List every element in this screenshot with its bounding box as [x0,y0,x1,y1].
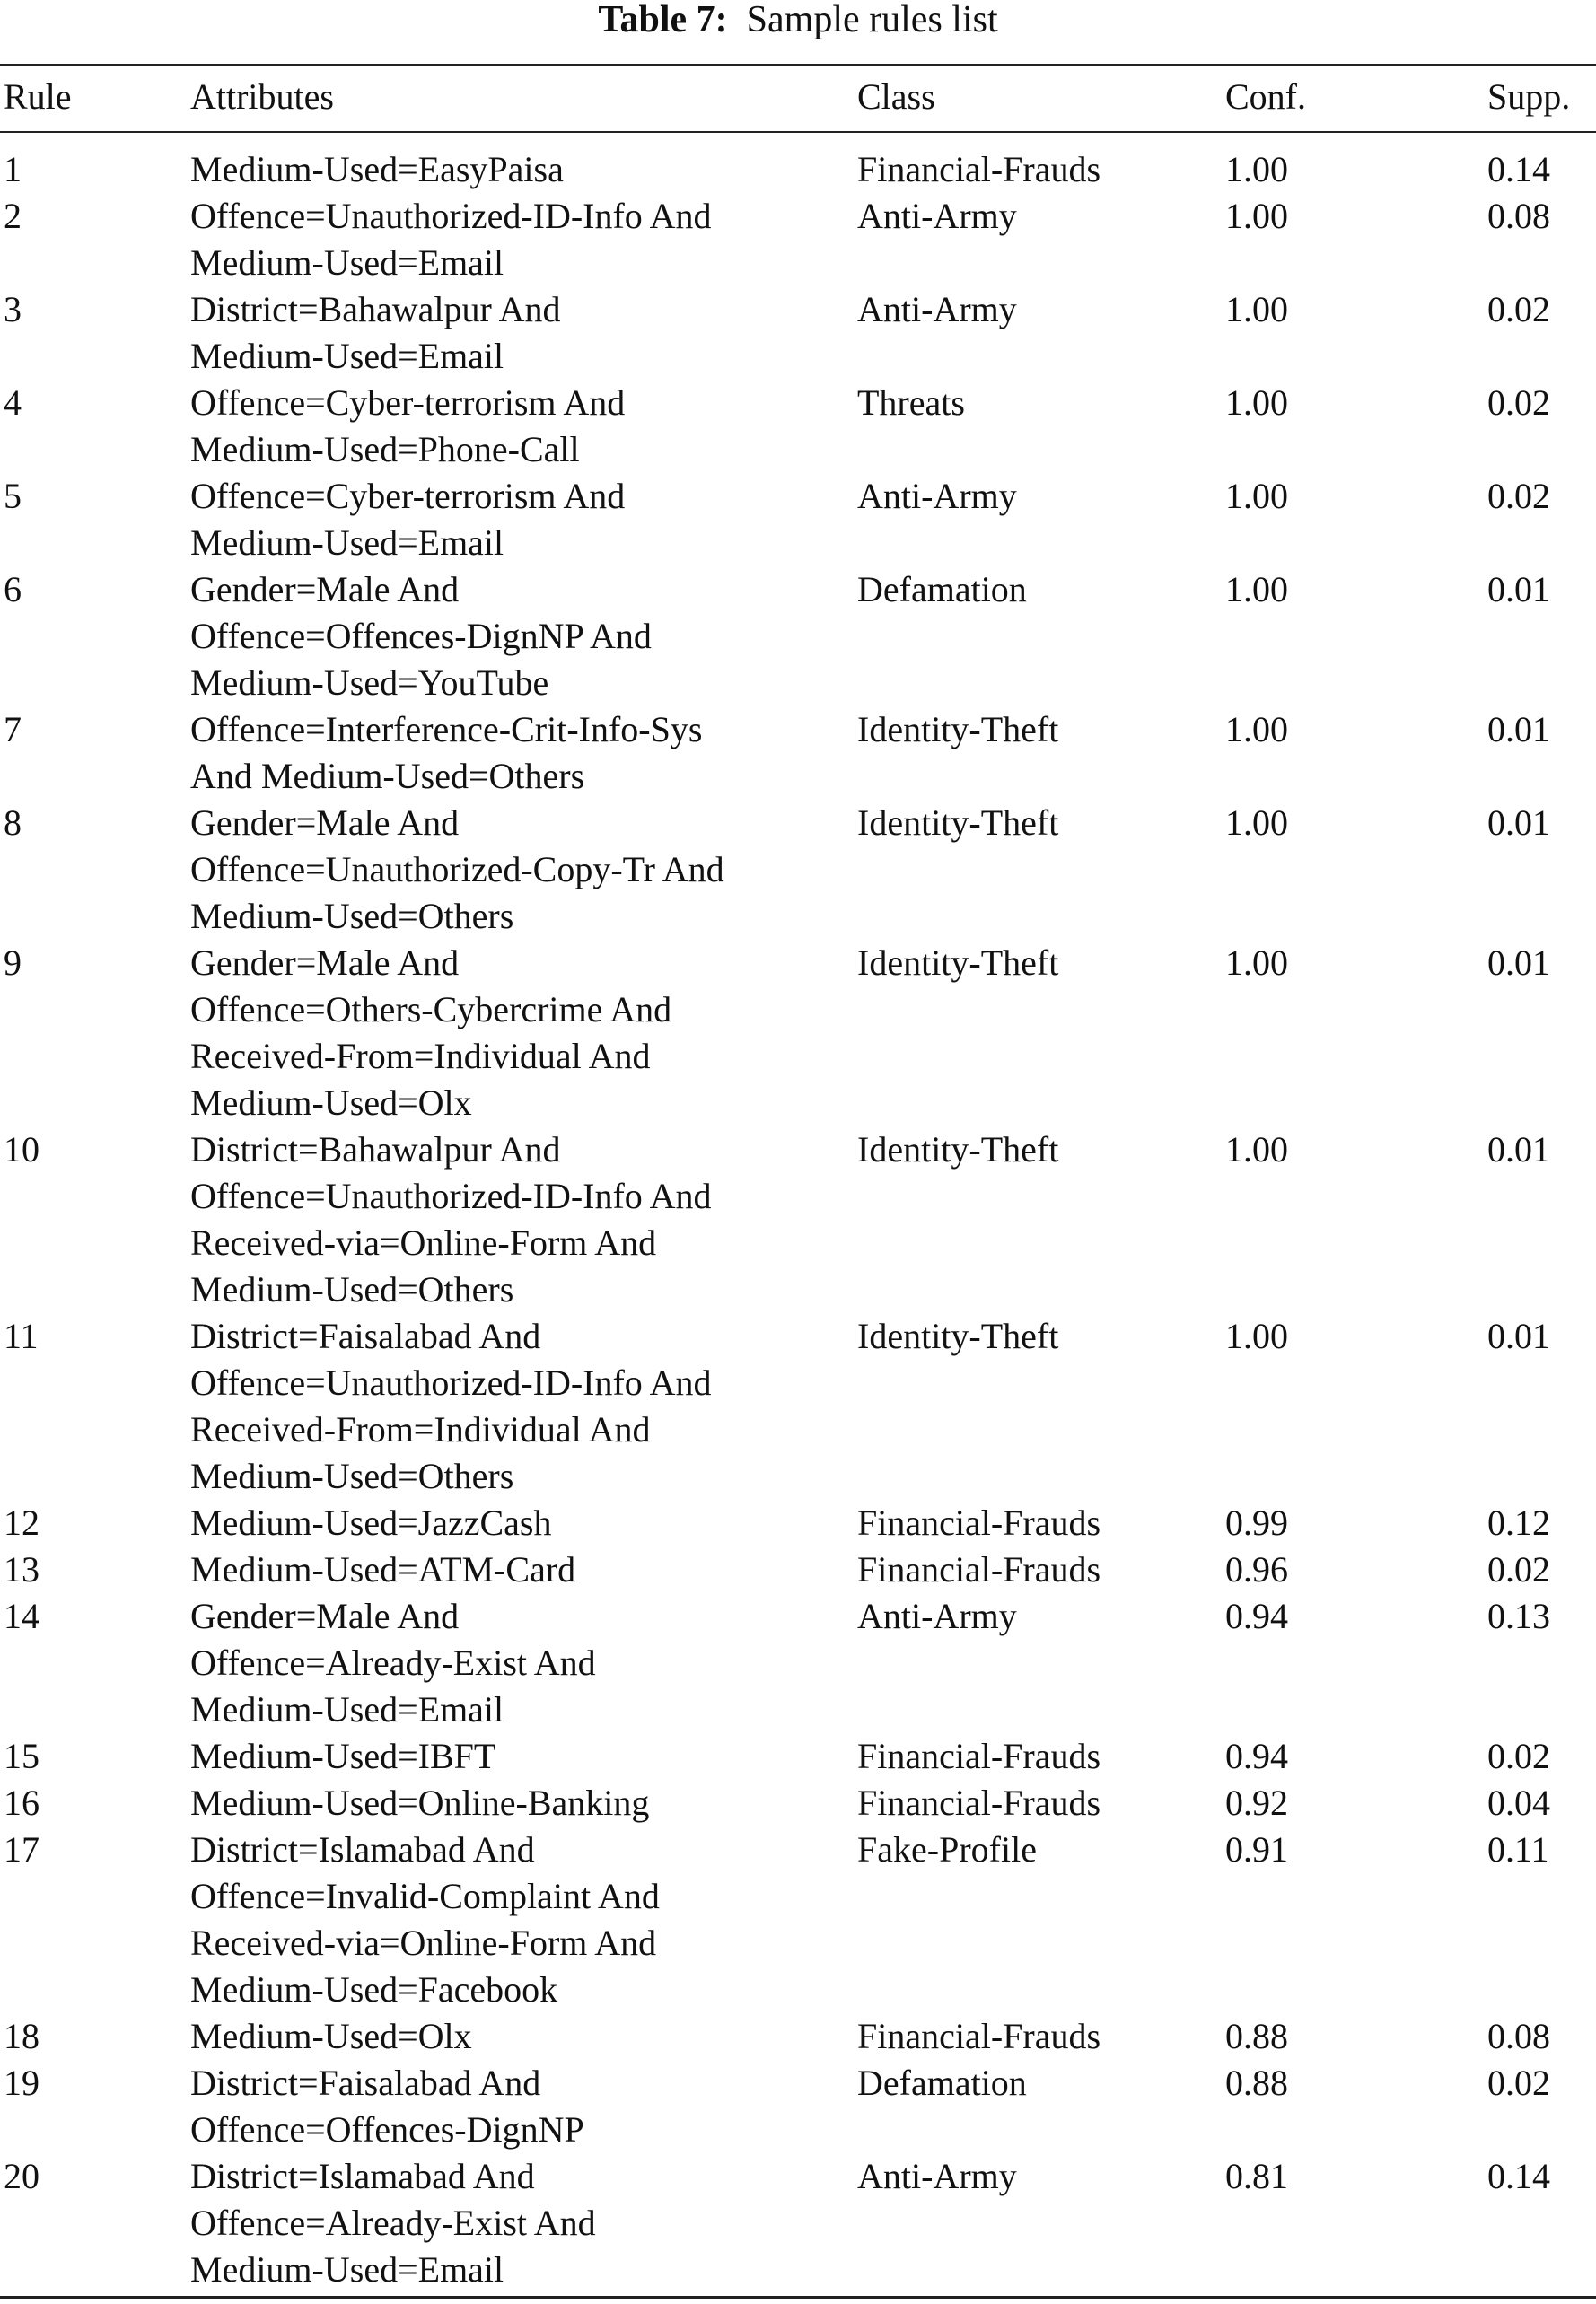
rule-class: Anti-Army [857,289,1017,329]
caption-text: Sample rules list [746,0,998,40]
rule-confidence: 1.00 [1225,476,1288,516]
rule-confidence: 0.94 [1225,1596,1288,1636]
rule-number: 11 [4,1316,39,1356]
bottom-rule [0,2296,1596,2299]
rule-number: 10 [4,1129,39,1170]
rule-attributes-line: Received-From=Individual And [190,1409,651,1450]
rule-class: Identity-Theft [857,709,1059,749]
rule-confidence: 1.00 [1225,382,1288,423]
rule-class: Anti-Army [857,1596,1017,1636]
rule-support: 0.01 [1487,942,1550,983]
rule-attributes-line: Gender=Male And [190,569,460,609]
caption-label: Table 7: [598,0,728,40]
rule-attributes-line: Medium-Used=IBFT [190,1736,496,1776]
top-rule [0,64,1596,66]
rule-number: 4 [4,382,22,423]
rule-class: Financial-Frauds [857,2016,1101,2056]
rule-support: 0.01 [1487,802,1550,843]
rule-attributes-line: Offence=Others-Cybercrime And [190,989,672,1029]
rule-number: 2 [4,196,22,236]
rule-confidence: 0.96 [1225,1549,1288,1590]
rule-class: Defamation [857,569,1027,609]
rule-confidence: 1.00 [1225,802,1288,843]
rule-attributes-line: District=Bahawalpur And [190,1129,561,1170]
rule-attributes-line: Received-From=Individual And [190,1036,651,1076]
rule-class: Identity-Theft [857,1316,1059,1356]
rule-class: Identity-Theft [857,942,1059,983]
rule-confidence: 1.00 [1225,1316,1288,1356]
rule-attributes-line: Medium-Used=Email [190,242,504,283]
rule-attributes-line: District=Faisalabad And [190,2063,541,2103]
rule-support: 0.14 [1487,149,1550,189]
rule-attributes-line: Medium-Used=Email [190,2249,504,2290]
rule-attributes-line: Offence=Already-Exist And [190,1643,596,1683]
rule-support: 0.02 [1487,382,1550,423]
rule-support: 0.02 [1487,2063,1550,2103]
rule-confidence: 1.00 [1225,709,1288,749]
rule-attributes-line: Medium-Used=Facebook [190,1969,558,2010]
rule-attributes-line: Offence=Unauthorized-Copy-Tr And [190,849,724,889]
rule-confidence: 0.88 [1225,2016,1288,2056]
rule-confidence: 1.00 [1225,1129,1288,1170]
rule-confidence: 1.00 [1225,149,1288,189]
rule-number: 17 [4,1829,39,1870]
rule-class: Threats [857,382,965,423]
rule-support: 0.02 [1487,1549,1550,1590]
rule-class: Financial-Frauds [857,149,1101,189]
rule-confidence: 0.92 [1225,1783,1288,1823]
rule-attributes-line: Offence=Offences-DignNP [190,2109,584,2150]
rule-support: 0.04 [1487,1783,1550,1823]
rule-support: 0.01 [1487,1316,1550,1356]
rule-attributes-line: Offence=Already-Exist And [190,2203,596,2243]
rule-number: 19 [4,2063,39,2103]
rule-number: 16 [4,1783,39,1823]
rule-attributes-line: Offence=Unauthorized-ID-Info And [190,1362,712,1403]
rule-support: 0.01 [1487,569,1550,609]
rule-number: 20 [4,2156,39,2196]
rule-attributes-line: Gender=Male And [190,802,460,843]
rule-confidence: 0.91 [1225,1829,1288,1870]
rule-number: 6 [4,569,22,609]
rule-attributes-line: Offence=Unauthorized-ID-Info And [190,1176,712,1216]
rule-confidence: 0.88 [1225,2063,1288,2103]
rule-class: Identity-Theft [857,1129,1059,1170]
rule-number: 9 [4,942,22,983]
rule-support: 0.12 [1487,1502,1550,1543]
rule-attributes-line: Received-via=Online-Form And [190,1923,657,1963]
rule-attributes-line: Medium-Used=JazzCash [190,1502,552,1543]
rule-attributes-line: Medium-Used=YouTube [190,662,549,703]
rule-support: 0.11 [1487,1829,1549,1870]
rule-class: Financial-Frauds [857,1783,1101,1823]
rule-attributes-line: District=Faisalabad And [190,1316,541,1356]
header-rule: Rule [4,76,72,117]
rule-number: 15 [4,1736,39,1776]
rule-number: 3 [4,289,22,329]
rule-class: Identity-Theft [857,802,1059,843]
rule-confidence: 1.00 [1225,569,1288,609]
rule-number: 8 [4,802,22,843]
rule-class: Anti-Army [857,476,1017,516]
rule-class: Defamation [857,2063,1027,2103]
rule-support: 0.13 [1487,1596,1550,1636]
rule-attributes-line: Offence=Cyber-terrorism And [190,476,626,516]
rule-support: 0.01 [1487,709,1550,749]
rule-attributes-line: Medium-Used=Online-Banking [190,1783,650,1823]
rule-number: 1 [4,149,22,189]
rule-attributes-line: Medium-Used=Others [190,1269,514,1310]
rule-class: Anti-Army [857,2156,1017,2196]
rule-confidence: 1.00 [1225,289,1288,329]
rule-support: 0.01 [1487,1129,1550,1170]
rule-attributes-line: And Medium-Used=Others [190,756,585,796]
rule-attributes-line: Medium-Used=Others [190,896,514,936]
rule-attributes-line: Medium-Used=Email [190,1689,504,1730]
header-supp: Supp. [1487,76,1571,117]
rule-number: 14 [4,1596,39,1636]
rule-support: 0.08 [1487,2016,1550,2056]
header-attributes: Attributes [190,76,334,117]
rule-confidence: 1.00 [1225,196,1288,236]
rule-attributes-line: Gender=Male And [190,1596,460,1636]
rule-support: 0.08 [1487,196,1550,236]
rule-number: 7 [4,709,22,749]
rule-attributes-line: Received-via=Online-Form And [190,1222,657,1263]
rule-attributes-line: District=Islamabad And [190,1829,535,1870]
rule-confidence: 0.94 [1225,1736,1288,1776]
rule-attributes-line: District=Islamabad And [190,2156,535,2196]
rule-attributes-line: Medium-Used=Olx [190,2016,472,2056]
rule-attributes-line: Gender=Male And [190,942,460,983]
rule-number: 13 [4,1549,39,1590]
rule-confidence: 1.00 [1225,942,1288,983]
header-class: Class [857,76,935,117]
rule-class: Fake-Profile [857,1829,1037,1870]
rule-attributes-line: District=Bahawalpur And [190,289,561,329]
rule-attributes-line: Medium-Used=Others [190,1456,514,1496]
rule-attributes-line: Medium-Used=Phone-Call [190,429,580,469]
rule-attributes-line: Offence=Interference-Crit-Info-Sys [190,709,703,749]
header-rule-line [0,131,1596,133]
rule-attributes-line: Medium-Used=Email [190,522,504,563]
rule-number: 5 [4,476,22,516]
rule-attributes-line: Offence=Unauthorized-ID-Info And [190,196,712,236]
rule-class: Financial-Frauds [857,1549,1101,1590]
rule-attributes-line: Offence=Cyber-terrorism And [190,382,626,423]
rule-confidence: 0.99 [1225,1502,1288,1543]
rule-class: Anti-Army [857,196,1017,236]
rule-confidence: 0.81 [1225,2156,1288,2196]
rule-attributes-line: Medium-Used=ATM-Card [190,1549,576,1590]
rule-support: 0.14 [1487,2156,1550,2196]
rule-attributes-line: Medium-Used=Email [190,336,504,376]
table-caption [0,0,1596,39]
rule-attributes-line: Medium-Used=Olx [190,1082,472,1123]
rule-number: 18 [4,2016,39,2056]
rule-attributes-line: Medium-Used=EasyPaisa [190,149,564,189]
rule-support: 0.02 [1487,476,1550,516]
header-conf: Conf. [1225,76,1306,117]
rule-class: Financial-Frauds [857,1502,1101,1543]
rule-support: 0.02 [1487,1736,1550,1776]
rule-attributes-line: Offence=Offences-DignNP And [190,616,652,656]
rule-number: 12 [4,1502,39,1543]
rule-class: Financial-Frauds [857,1736,1101,1776]
rule-attributes-line: Offence=Invalid-Complaint And [190,1876,660,1916]
rule-support: 0.02 [1487,289,1550,329]
